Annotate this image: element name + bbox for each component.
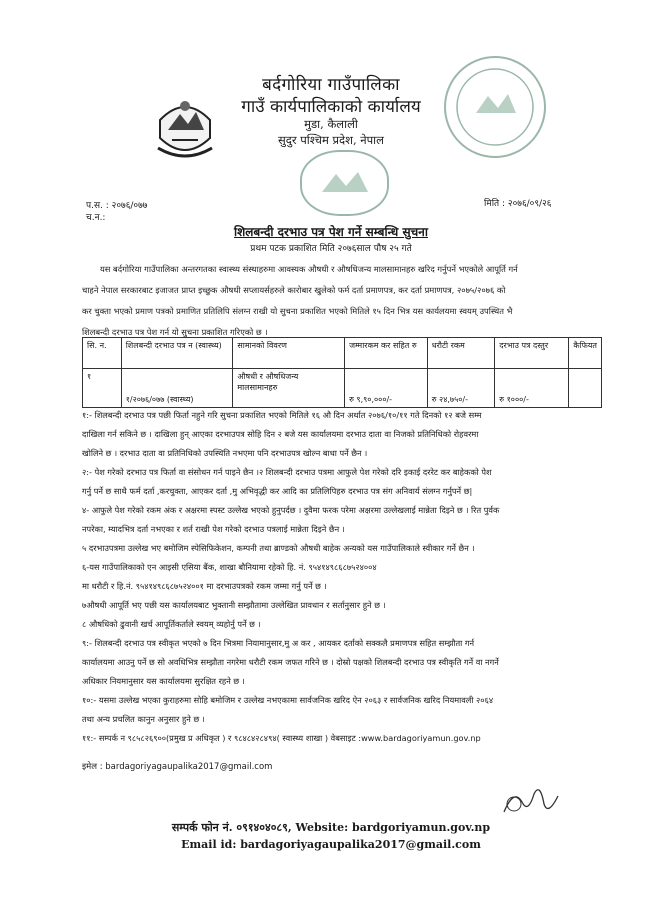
list-item: खोलिने छ । दरभाउ दाता वा प्रतिनिधिको उपस्थिति नभएमा पनि दरभाउपत्र खोल्न बाधा पर्ने छैन ।	[82, 448, 368, 458]
col-fee: दरभाउ पत्र दस्तुर	[495, 338, 569, 369]
intro-line: शिलबन्दी दरभाउ पत्र पेश गर्न यो सुचना प्रकाशित गरिएको छ ।	[82, 327, 268, 337]
province-name: सुदुर पश्चिम प्रदेश, नेपाल	[278, 133, 384, 147]
notice-subtitle: प्रथम पटक प्रकाशित मिति २०७६साल पौष २५ गते	[250, 244, 412, 254]
col-deposit: धरौटी रकम	[427, 338, 495, 369]
list-item: ५ दरभाउपत्रमा उल्लेख भए बमोजिम स्पेसिफिकेशन, कम्पनी तथा ब्राण्डको औषधी बाहेक अन्यको यस गाउँपालिकाले स्वीकार गर्ने छैन ।	[82, 543, 475, 553]
list-item: अधिकार नियमानुसार यस कार्यालयमा सुरक्षित रहने छ ।	[82, 676, 245, 686]
cell-sn: १	[83, 369, 122, 408]
col-amount: जम्मारकम कर सहित रु	[345, 338, 428, 369]
ref-number: प.स. : २०७६/०७७	[86, 201, 148, 211]
list-item: ४- आफुले पेश गरेको रकम अंक र अक्षरमा स्पस्ट उल्लेख भएको हुनुपर्दछ । दुवैमा फरक परेमा अक्षरमा उल्लेखलाई मान्नेता दिइने छ । रित पुर्वक	[82, 505, 500, 515]
list-item: १०:- यसमा उल्लेख भएका कुराहरुमा सोहि बमोजिम र उल्लेख नभएकामा सार्वजनिक खरिद ऐन २०६३ र सार्वजनिक खरिद नियमावली २०६४	[82, 695, 494, 705]
list-item: तथा अन्य प्रचलित कानुन अनुसार हुने छ ।	[82, 714, 205, 724]
list-item: कार्यालयमा आउनु पर्ने छ सो अवधिभित्र सम्झौता नगरेमा धरौटी रकम जफत गरिने छ । दोस्रो पक्षको शिलबन्दी दरभाउ पत्र स्वीकृति गर्ने वा नगर्ने	[82, 657, 499, 667]
cell-bid-no: १/२०७६/०७७ (स्वास्थ्य)	[121, 369, 233, 408]
footer-phone-website: सम्पर्क फोन नं. ०९१४०४०८९, Website: bardgoriyamun.gov.np	[171, 821, 491, 834]
list-item: ९:- शिलबन्दी दरभाउ पत्र स्वीकृत भएको ७ दिन भित्रमा नियामानुसार,मु अ कर , आयकर दर्ताको सक्कलै प्रमाणपत्र सहित सम्झौता गर्न	[82, 638, 475, 648]
table-header-row	[83, 338, 602, 369]
intro-line: कर चुक्ता भएको प्रमाण पत्रको प्रमाणित प्रतिलिपि संलग्न राखी यो सुचना प्रकाशित भएको मितिले १५ दिन भित्र यस कार्यलयमा स्वयम् उपस्थित भै	[82, 306, 513, 316]
cell-remarks	[569, 369, 602, 408]
intro-paragraph	[82, 259, 602, 343]
col-description: सामानको विवरण	[233, 338, 345, 369]
email-line: इमेल : bardagoriyagaupalika2017@gmail.com	[82, 762, 273, 772]
footer-email: Email id: bardagoriyagaupalika2017@gmail.com	[181, 838, 481, 851]
list-item: ८ औषधिको ढुवानी खर्च आपूर्तिकर्ताले स्वयम् व्यहोर्नु पर्ने छ ।	[82, 619, 261, 629]
list-item: ११:- सम्पर्क न ९८५८२६९००(प्रमुख प्र अधिकृत ) र ९८४८४२८४९४( स्वास्थ्य शाखा ) वेबसाइट :www.bardagoriyamun.gov.np	[82, 733, 481, 743]
notice-title: शिलबन्दी दरभाउ पत्र पेश गर्ने सम्बन्धि सुचना	[234, 225, 428, 239]
office-location: मुडा, कैलाली	[304, 117, 358, 131]
municipality-name: बर्दगोरिया गाउँपालिका	[262, 75, 400, 95]
office-name: गाउँ कार्यपालिकाको कार्यालय	[241, 97, 421, 117]
dispatch-number: च.न.:	[86, 213, 106, 223]
list-item: नपरेका, म्यादभित्र दर्ता नभएका र शर्त राखी पेश गरेको दरभाउ पत्रलाई मान्नेता दिइने छैन ।	[82, 524, 345, 534]
list-item: गर्नु पर्ने छ साथै फर्म दर्ता ,करचुक्ता, आएकर दर्ता ,मु अभिवृद्धी कर आदि का प्रतिलिपिहरु दरभाउ पत्र संग अनिवार्य संलग्न गर्नुपर्ने छ|	[82, 486, 473, 496]
list-item: ७औषधी आपूर्ति भए पछी यस कार्यालयबाट भुक्तानी सम्झौतामा उल्लेखित प्रावधान र सर्तानुसार हुने छ ।	[82, 600, 386, 610]
intro-line: यस बर्दगोरिया गाउँपालिका अन्तरगतका स्वास्थ्य संस्थाहरुमा आवस्यक औषधी र औषधिजन्य मालसामानहरु खरिद गर्नुपर्ने भएकोले आपूर्ति गर्न	[100, 264, 518, 274]
signature-icon	[500, 784, 564, 822]
col-bid-no: शिलबन्दी दरभाउ पत्र न (स्वास्थ्य)	[121, 338, 233, 369]
list-item: २:- पेश गरेको दरभाउ पत्र फिर्ता वा संसोधन गर्न पाइने छैन ।२ शिलबन्दी दरभाउ पत्रमा आफुले पेश गरेको दरि इकाई दररेट कर बाहेकको पेश	[82, 467, 492, 477]
list-item: ६-यस गाउँपालिकाको एन आइसी एसिया बैंक, शाखा बौनियामा रहेको हि. नं. ९५४१४९८६८७५२४००४	[82, 562, 377, 572]
bid-table	[82, 337, 602, 408]
cell-fee: रु १०००/-	[495, 369, 569, 408]
intro-line: चाहने नेपाल सरकारबाट इजाजत प्राप्त इच्छुक औषधी सप्लायर्सहरुले कारोबार खुलेको फर्म दर्ता प्रमाणपत्र, कर दर्ता प्रमाणपत्र, २०७५/२०७६ को	[82, 285, 506, 295]
col-remarks: कैफियत	[569, 338, 602, 369]
office-seal-icon	[300, 150, 389, 216]
cell-amount: रु ९,९०,०००/-	[345, 369, 428, 408]
cell-deposit: रु २४,७५०/-	[427, 369, 495, 408]
col-sn: सि. न.	[83, 338, 122, 369]
list-item: दाखिला गर्न सकिने छ । दाखिला हुन् आएका दरभाउपत्र सोहि दिन २ बजे यस कार्यालयमा दरभाउ दाता वा निजको प्रतिनिधिको रोहवरमा	[82, 429, 479, 439]
list-item: १:- शिलबन्दी दरभाउ पत्र पछी फिर्ता नहुने गरि सुचना प्रकाशित भएको मितिले १६ औ दिन अर्थात २०७६/१०/११ गते दिनको १२ बजे सम्म	[82, 410, 482, 420]
notice-date: मिति : २०७६/०९/२६	[484, 199, 552, 209]
list-item: मा धरौटी र हि.नं. ९५४१४९८६८७५२४००१ मा दरभाउपत्रको रकम जम्मा गर्नु पर्ने छ ।	[82, 581, 327, 591]
conditions-list	[82, 406, 602, 746]
table-row	[83, 369, 602, 408]
cell-description: औषधी र औषधिजन्य मालसामानहरु	[233, 369, 345, 408]
